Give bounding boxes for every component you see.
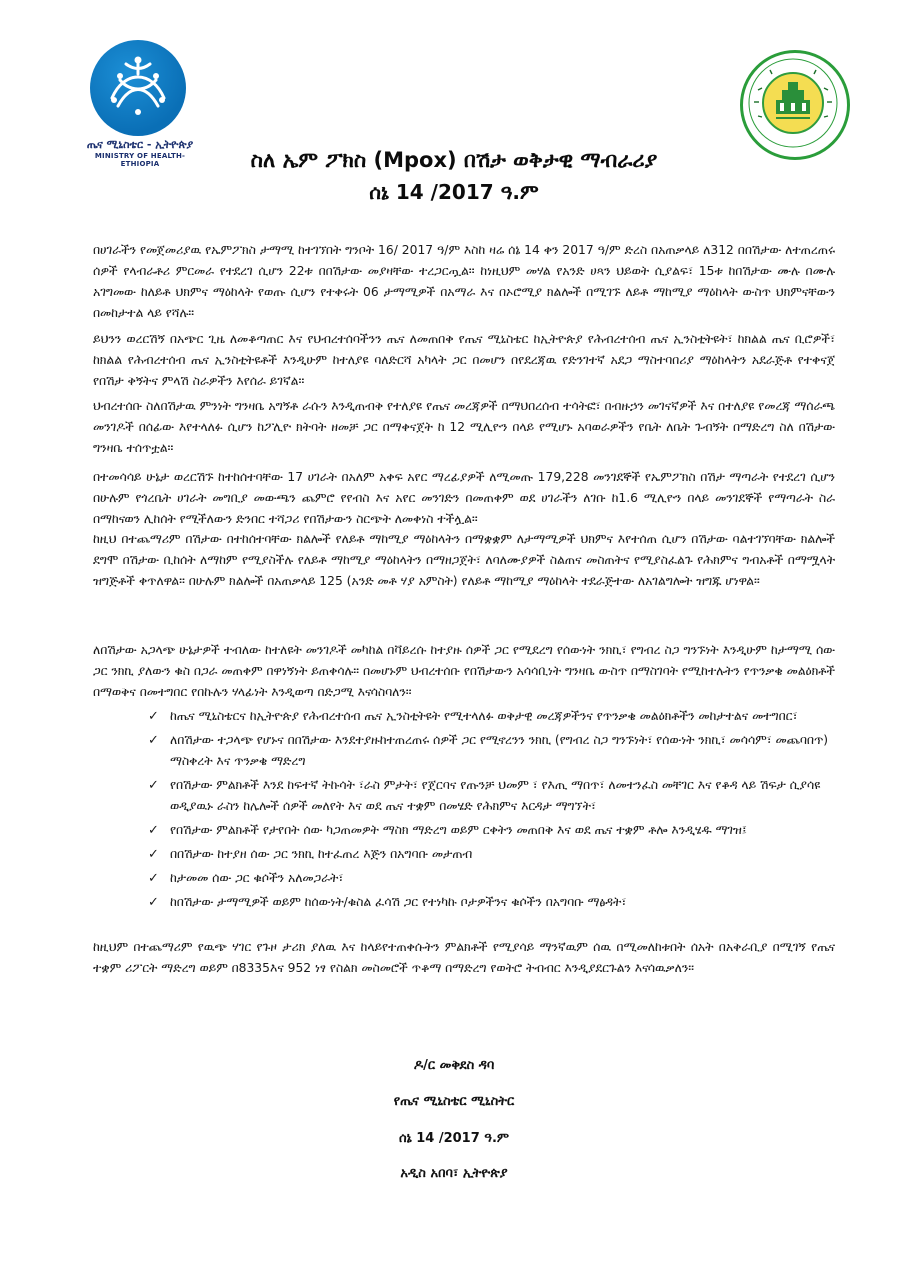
- checklist-text: የበሽታው ምልክቶች የታየበት ሰው ካጋጠመዎት ማስክ ማድረግ ወይም ርቀትን መጠበቅ እና ወደ ጤና ተቋም ቶሎ እንዲሄዱ ማገዝ፤: [170, 823, 747, 837]
- list-item: [148, 820, 838, 841]
- paragraph-awareness: ህብረተሰቡ ስለበሽታዉ ምንነት ግንዛቤ አግኝቶ ራሱን እንዲጠብቅ የተለያዩ የጤና መረጃዎች በማህበረሰብ ተሳትፎ፣ በብዙኃን መገናኛዎች እና በተለያዩ የመረጃ ማሰራጫ መንገዶች በሰፊው እየተላለፉ ሲሆን ከፖሊዮ ክትባት ዘመቻ ጋር በማቀናጀት ከ 12 ሚሊዮን በላይ የሚሆኑ አባወራዎችን የቤት ለቤት ጉብኝት በማድረግ ስለ በሽታው ግንዛቤ ተሰጥቷል።: [93, 399, 835, 456]
- list-item: [148, 775, 838, 817]
- checkmark-icon: ✓: [148, 847, 159, 862]
- paragraph-response-coordination: ይህንን ወረርሽኝ በአጭር ጊዜ ለመቆጣጠር እና የህብረተሰባችንን ጤና ለመጠበቅ የጤና ሚኒስቴር ከኢትዮጵያ የሕብረተሰብ ጤና ኢንስቲትዩት፣ ከክልል ጤና ቢሮዎች፣ ከክልል የሕብረተሰብ ጤና ኢንስቲትዩቶች እንዲሁም ከተለያዩ ባለድርሻ አካላት ጋር በመሆን በየደረጃዉ የድንገተኛ አደጋ ማስተባበሪያ ማዕከላትን አደራጅቶ የተቀናጀ የበሽታ ቅኝትና ምላሽ ስራዎችን እየሰራ ይገኛል።: [93, 332, 835, 389]
- list-item: [148, 730, 838, 772]
- checklist-text: ለበሽታው ተጋላጭ የሆኑና በበሽታው እንደተያዙከተጠረጠሩ ሰዎች ጋር የሚኖረንን ንክኪ (የግብረ ስጋ ግንኙነት፣ የሰውነት ንክኪ፣ መሳሳም፣ መጨባበጥ) ማስቀረት እና ጥንቃቄ ማድረግ: [170, 733, 829, 768]
- checkmark-icon: ✓: [148, 823, 159, 838]
- list-item: [148, 892, 838, 913]
- signatory-name: ዶ/ር መቅደስ ዳባ: [413, 1058, 495, 1073]
- checklist-text: በበሽታው ከተያዘ ሰው ጋር ንክኪ ከተፈጠረ እጅን በአግባቡ መታጠብ: [170, 847, 473, 861]
- precaution-checklist: [148, 706, 838, 916]
- checklist-text: ከበሽታው ታማሚዎች ወይም ከሰውነት/ቁስል ፈሳሽ ጋር የተነካኩ ቦታዎችንና ቁሶችን በአግባቡ ማፅዳት፣: [170, 895, 627, 909]
- list-item: [148, 844, 838, 865]
- checklist-text: ከጤና ሚኒስቴርና ከኢትዮጵያ የሕብረተሰብ ጤና ኢንስቲትዩት የሚተላለፉ ወቅታዊ መረጃዎችንና የጥንቃቄ መልዕክቶችን መከታተልና መተግበር፣: [170, 709, 798, 723]
- moh-name-english: MINISTRY OF HEALTH-ETHIOPIA: [94, 152, 186, 168]
- list-item: [148, 868, 838, 889]
- paragraph-risk-factors: ለበሽታው አጋላጭ ሁኔታዎች ተብለው ከተለዩት መንገዶች መካከል በቫይረሱ ከተያዙ ሰዎች ጋር የሚደረግ የሰውነት ንክኪ፣ የግብረ ስጋ ግንኙነት እንዲሁም ከታማሚ ሰው ጋር ንክኪ ያለውን ቁስ በጋራ መጠቀም በዋነኝነት ይጠቀሳሉ። በመሆኑም ህብረተሰቡ የበሽታውን አሳሳቢነት ግንዛቤ ውስጥ በማስገባት የሚከተሉትን የጥንቃቄ መልዕክቶች በማወቅና በመተግበር የበኩሉን ሃላፊነት እንዲወጣ በድጋሚ እናሳስባለን፡፡: [93, 643, 835, 700]
- checkmark-icon: ✓: [148, 733, 159, 748]
- checkmark-icon: ✓: [148, 895, 159, 910]
- document-title: ስለ ኤም ፖክስ (Mpox) በሽታ ወቅታዊ ማብራሪያ: [250, 148, 658, 172]
- paragraph-case-summary: በሀገራችን የመጀመሪያዉ የኤምፖክስ ታማሚ ከተገኘበት ግንቦት 16/ 2017 ዓ/ም እስከ ዛሬ ሰኔ 14 ቀን 2017 ዓ/ም ድረስ በአጠቃላይ ለ312 በበሽታው ለተጠረጠሩ ሰዎች የላብራቶሪ ምርመራ የተደረገ ሲሆን 22ቱ በበሽታው መያዛቸው ተረጋርጧል። ከነዚህም መሃል የአንድ ሀጻን ህይወት ሲያልፍ፣ 15ቱ ከበሽታው ሙሉ በሙሉ አገግመው ከለይቶ ህክምና ማዕከላት የወጡ ሲሆን የተቀሩት 06 ታማሚዎች በአማራ እና በኦሮሚያ ክልሎች በሚገኙ ለይቶ ማከሚያ ማዕከላት ውስጥ ህክምናቸውን በመከታተል ላይ የሻሉ።: [93, 243, 836, 321]
- document-date: ሰኔ 14 /2017 ዓ.ም: [369, 180, 539, 204]
- checklist-text: የበሽታው ምልክቶች እንደ ከፍተኛ ትኩሳት ፣ራስ ምታት፣ የጀርባና የጡንቻ ህመም ፣ የእጢ ማበጥ፣ ለመተንፈስ መቸገር እና የቆዳ ላይ ሽፍታ ሲያሳዩ ወዲያዉኑ ራስን ከሌሎች ሰዎች መለየት እና ወደ ጤና ተቋም በመሄድ የሕክምና እርዳታ ማግኘት፣: [170, 778, 821, 813]
- signatory-position: የጤና ሚኒስቴር ሚኒስትር: [393, 1094, 515, 1109]
- list-item: [148, 706, 838, 727]
- signature-place: አዲስ አበባ፣ ኢትዮጵያ: [400, 1166, 508, 1181]
- checkmark-icon: ✓: [148, 871, 159, 886]
- checklist-text: ከታመመ ሰው ጋር ቁሶችን አለመጋራት፣: [170, 871, 344, 885]
- moh-name-amharic: ጤና ሚኒስቴር - ኢትዮጵያ: [86, 138, 194, 151]
- signature-date: ሰኔ 14 /2017 ዓ.ም: [398, 1131, 510, 1146]
- ministry-of-health-logo: [80, 40, 200, 168]
- moh-emblem-icon: [90, 40, 186, 136]
- paragraph-reporting: ከዚህም በተጨማሪም የዉጭ ሃገር የጉዞ ታሪክ ያለዉ እና ከላይየተጠቀሱትን ምልክቶች የሚያሳይ ማንኛዉም ሰዉ በሚመለከቱበት ሰአት በአቅራቢያ በሚገኝ የጤና ተቋም ሪፖርት ማድረግ ወይም በ8335እና 952 ነፃ የስልክ መስመሮች ጥቆማ በማድረግ የወትሮ ትብብር እንዲያደርጉልን እናሳዉቃለን፡፡: [93, 940, 835, 976]
- checkmark-icon: ✓: [148, 778, 159, 793]
- checkmark-icon: ✓: [148, 709, 159, 724]
- paragraph-screening: በተመሳሳይ ሁኔታ ወረርሽኙ ከተከሰተባቸው 17 ሀገራት በአለም አቀፍ አየር ማረፊያዎች ለሚመጡ 179,228 መንገደኞች የኤምፖክስ በሽታ ማጣራት የተደረገ ሲሆን በሁሉም የጎረቤት ሀገራት መግቢያ መውጫን ጨምሮ የየብስ እና አየር መንገድን በመጠቀም ወደ ሀገራችን ለገቡ ከ1.6 ሚሊዮን በላይ መንገደኞች የማጣራት ስራ በማከናወን ሊከሰት የሚችለውን ድንበር ተሻጋሪ የበሽታውን ስርጭት ለመቀነስ ተችሏል።: [93, 470, 835, 527]
- ephi-seal-logo: [740, 50, 850, 160]
- paragraph-isolation-centers: ከዚህ በተጨማሪም በሽታው በተከሰተባቸው ክልሎች የለይቶ ማከሚያ ማዕከላትን በማቋቋም ለታማሚዎች ህክምና እየተሰጠ ሲሆን በሽታው ባልተገኘባቸው ክልሎች ደግሞ በሽታው ቢከሰት ለማከም የሚያስችሉ የለይቶ ማከሚያ ማዕከላትን በማዘጋጀት፣ ለባለሙያዎች ስልጠና መስጠትና የሚያስፈልጉ የሕክምና ግብአቶች በማሟላት ዝግጅቶች ቀጥለዋል። በሁሉም ክልሎች በአጠቃላይ 125 (አንድ መቶ ሃያ አምስት) የለይቶ ማከሚያ ማዕከላት ተደራጅተው ለአገልግሎት ዝግጁ ሆነዋል፡፡: [93, 532, 835, 589]
- ephi-seal-icon: [740, 50, 850, 160]
